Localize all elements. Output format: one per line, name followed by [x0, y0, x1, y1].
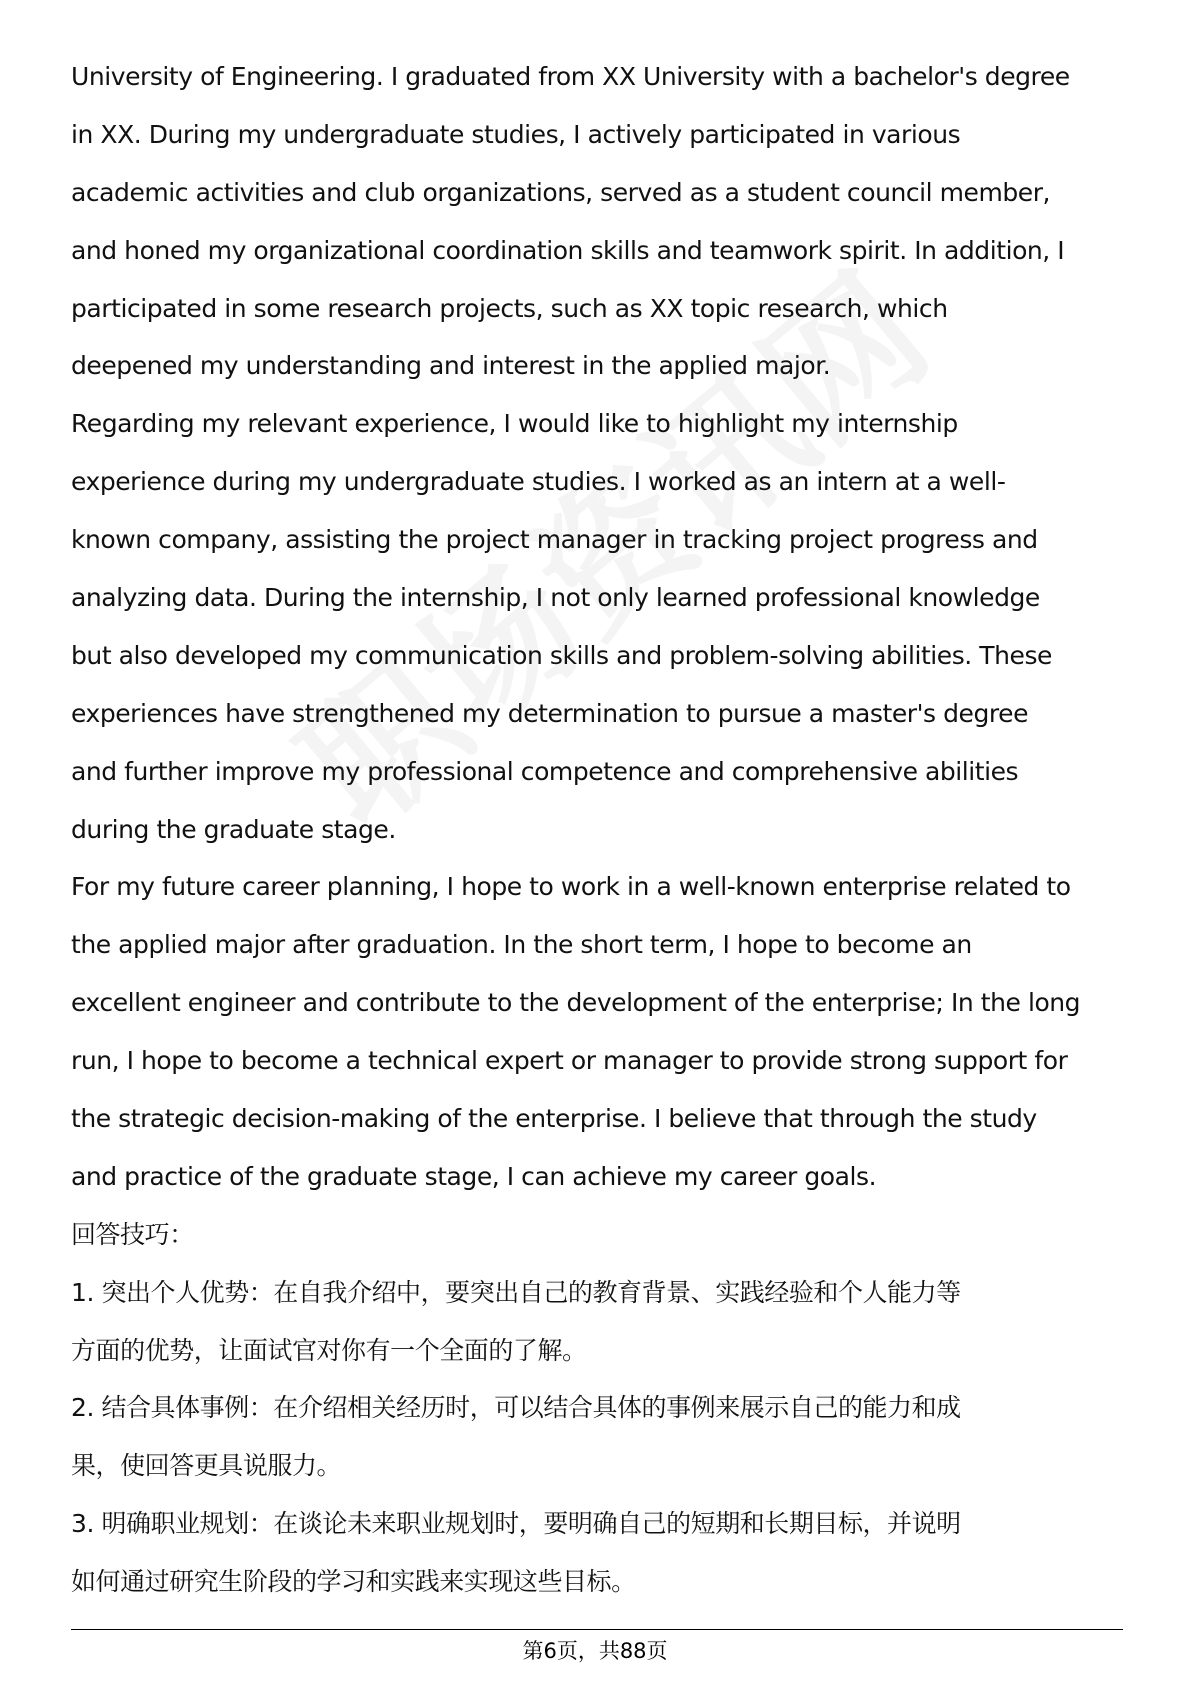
text-line: experience during my undergraduate studies. I worked as an intern at a well- [71, 467, 1006, 497]
tip-item: 1. 突出个人优势：在自我介绍中，要突出自己的教育背景、实践经验和个人能力等 [71, 1277, 961, 1307]
text-line: the applied major after graduation. In the short term, I hope to become an [71, 930, 972, 960]
text-line: in XX. During my undergraduate studies, I actively participated in various [71, 119, 961, 149]
text-line: and honed my organizational coordination skills and teamwork spirit. In addition, I [71, 235, 1065, 265]
text-line: deepened my understanding and interest in the applied major. [71, 351, 831, 381]
text-line: run, I hope to become a technical expert or manager to provide strong support for [71, 1046, 1068, 1076]
text-line: excellent engineer and contribute to the development of the enterprise; In the long [71, 988, 1081, 1018]
text-line: known company, assisting the project manager in tracking project progress and [71, 525, 1038, 555]
tip-item: 3. 明确职业规划：在谈论未来职业规划时，要明确自己的短期和长期目标，并说明 [71, 1509, 961, 1539]
document-body [71, 48, 1131, 1611]
text-line: and practice of the graduate stage, I can achieve my career goals. [71, 1161, 877, 1191]
text-line: Regarding my relevant experience, I would like to highlight my internship [71, 409, 958, 439]
tip-item: 2. 结合具体事例：在介绍相关经历时，可以结合具体的事例来展示自己的能力和成 [71, 1393, 961, 1423]
text-line: academic activities and club organizations, served as a student council member, [71, 177, 1051, 207]
text-line: For my future career planning, I hope to work in a well-known enterprise related to [71, 872, 1071, 902]
tip-item: 方面的优势，让面试官对你有一个全面的了解。 [71, 1335, 587, 1365]
footer-divider [71, 1629, 1123, 1630]
page-number: 第6页，共88页 [522, 1639, 668, 1663]
text-line: and further improve my professional competence and comprehensive abilities [71, 756, 1019, 786]
text-line: University of Engineering. I graduated from XX University with a bachelor's degree [71, 62, 1070, 91]
text-line: analyzing data. During the internship, I not only learned professional knowledge [71, 583, 1040, 613]
tip-item: 如何通过研究生阶段的学习和实践来实现这些目标。 [71, 1567, 636, 1597]
text-line: but also developed my communication skills and problem-solving abilities. These [71, 640, 1052, 670]
text-line: participated in some research projects, such as XX topic research, which [71, 293, 948, 323]
tip-item: 果，使回答更具说服力。 [71, 1451, 342, 1481]
tips-heading: 回答技巧： [71, 1219, 194, 1249]
text-line: the strategic decision-making of the enterprise. I believe that through the study [71, 1104, 1037, 1134]
text-line: during the graduate stage. [71, 814, 396, 844]
text-line: experiences have strengthened my determination to pursue a master's degree [71, 698, 1029, 728]
